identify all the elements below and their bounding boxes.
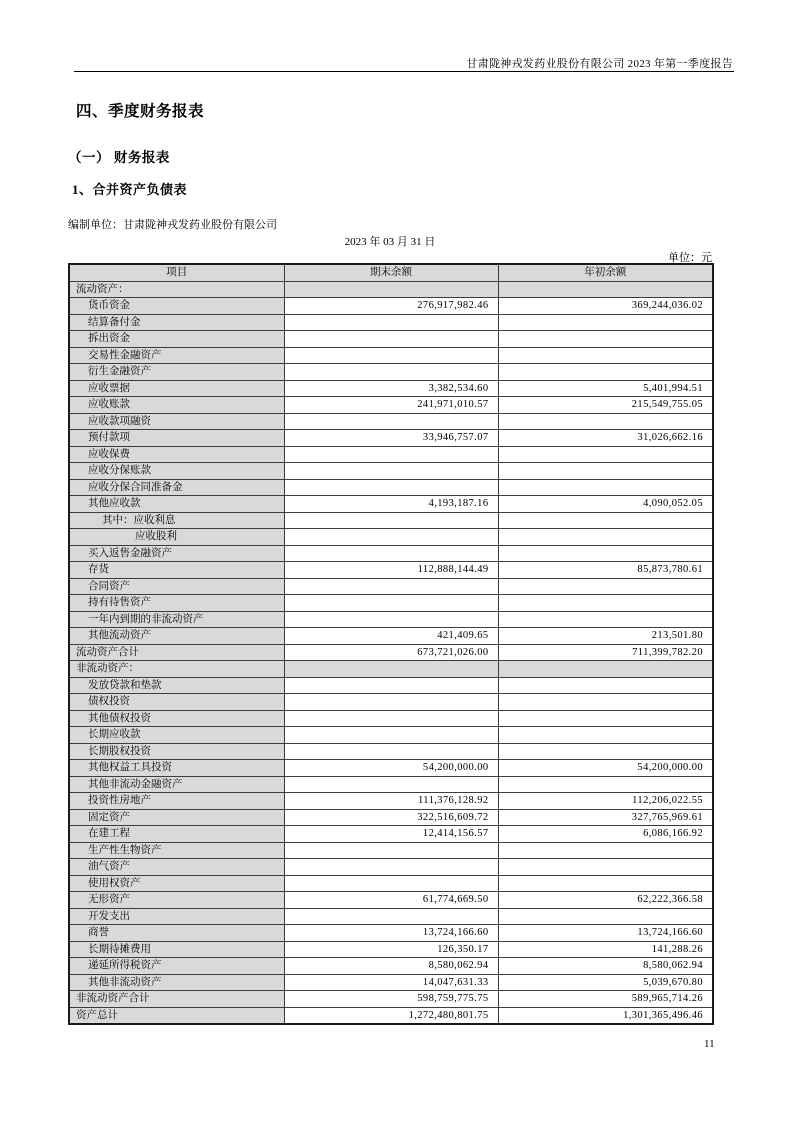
ending-balance-cell: 54,200,000.00 <box>284 760 498 777</box>
beginning-balance-cell <box>498 413 713 430</box>
ending-balance-cell: 112,888,144.49 <box>284 562 498 579</box>
ending-balance-cell <box>284 661 498 678</box>
table-row <box>69 496 713 513</box>
table-row <box>69 578 713 595</box>
row-item-label: 生产性生物资产 <box>69 842 284 859</box>
row-item-label: 使用权资产 <box>69 875 284 892</box>
row-item-label: 其他非流动资产 <box>69 974 284 991</box>
row-item-label: 其他非流动金融资产 <box>69 776 284 793</box>
table-row <box>69 364 713 381</box>
row-item-label: 其中：应收利息 <box>69 512 284 529</box>
beginning-balance-cell <box>498 661 713 678</box>
row-item-label: 递延所得税资产 <box>69 958 284 975</box>
table-row <box>69 661 713 678</box>
row-item-label: 持有待售资产 <box>69 595 284 612</box>
ending-balance-cell <box>284 331 498 348</box>
column-header-ending-balance: 期末余额 <box>284 264 498 281</box>
table-row <box>69 793 713 810</box>
beginning-balance-cell <box>498 314 713 331</box>
table-row <box>69 281 713 298</box>
ending-balance-cell: 111,376,128.92 <box>284 793 498 810</box>
ending-balance-cell <box>284 347 498 364</box>
row-item-label: 流动资产： <box>69 281 284 298</box>
table-row <box>69 397 713 414</box>
ending-balance-cell <box>284 578 498 595</box>
beginning-balance-cell: 13,724,166.60 <box>498 925 713 942</box>
table-row <box>69 892 713 909</box>
table-row <box>69 644 713 661</box>
table-row <box>69 826 713 843</box>
table-row <box>69 941 713 958</box>
table-row <box>69 545 713 562</box>
ending-balance-cell: 12,414,156.57 <box>284 826 498 843</box>
beginning-balance-cell: 54,200,000.00 <box>498 760 713 777</box>
beginning-balance-cell: 589,965,714.26 <box>498 991 713 1008</box>
table-row <box>69 958 713 975</box>
ending-balance-cell <box>284 694 498 711</box>
ending-balance-cell <box>284 446 498 463</box>
subsection-heading: （一） 财务报表 <box>68 150 170 165</box>
row-item-label: 应收票据 <box>69 380 284 397</box>
table-row <box>69 842 713 859</box>
beginning-balance-cell: 62,222,366.58 <box>498 892 713 909</box>
ending-balance-cell <box>284 677 498 694</box>
ending-balance-cell <box>284 611 498 628</box>
ending-balance-cell: 61,774,669.50 <box>284 892 498 909</box>
beginning-balance-cell <box>498 364 713 381</box>
row-item-label: 在建工程 <box>69 826 284 843</box>
row-item-label: 债权投资 <box>69 694 284 711</box>
table-row <box>69 809 713 826</box>
row-item-label: 一年内到期的非流动资产 <box>69 611 284 628</box>
row-item-label: 流动资产合计 <box>69 644 284 661</box>
row-item-label: 其他债权投资 <box>69 710 284 727</box>
ending-balance-cell: 322,516,609.72 <box>284 809 498 826</box>
section-heading: 四、季度财务报表 <box>76 103 205 120</box>
ending-balance-cell: 3,382,534.60 <box>284 380 498 397</box>
table-row <box>69 628 713 645</box>
table-row <box>69 776 713 793</box>
table-row <box>69 1007 713 1024</box>
table-row <box>69 380 713 397</box>
ending-balance-cell <box>284 859 498 876</box>
table-row <box>69 991 713 1008</box>
ending-balance-cell: 4,193,187.16 <box>284 496 498 513</box>
beginning-balance-cell: 327,765,969.61 <box>498 809 713 826</box>
row-item-label: 长期待摊费用 <box>69 941 284 958</box>
beginning-balance-cell: 5,401,994.51 <box>498 380 713 397</box>
table-row <box>69 710 713 727</box>
table-row <box>69 430 713 447</box>
row-item-label: 投资性房地产 <box>69 793 284 810</box>
table-row <box>69 611 713 628</box>
ending-balance-cell: 1,272,480,801.75 <box>284 1007 498 1024</box>
table-row <box>69 446 713 463</box>
beginning-balance-cell <box>498 512 713 529</box>
row-item-label: 长期应收款 <box>69 727 284 744</box>
row-item-label: 发放贷款和垫款 <box>69 677 284 694</box>
beginning-balance-cell <box>498 842 713 859</box>
row-item-label: 应收分保账款 <box>69 463 284 480</box>
ending-balance-cell <box>284 413 498 430</box>
beginning-balance-cell: 6,086,166.92 <box>498 826 713 843</box>
row-item-label: 存货 <box>69 562 284 579</box>
beginning-balance-cell <box>498 677 713 694</box>
ending-balance-cell <box>284 595 498 612</box>
row-item-label: 其他流动资产 <box>69 628 284 645</box>
table-row <box>69 859 713 876</box>
row-item-label: 应收款项融资 <box>69 413 284 430</box>
beginning-balance-cell <box>498 331 713 348</box>
ending-balance-cell: 14,047,631.33 <box>284 974 498 991</box>
ending-balance-cell: 598,759,775.75 <box>284 991 498 1008</box>
row-item-label: 拆出资金 <box>69 331 284 348</box>
beginning-balance-cell <box>498 578 713 595</box>
beginning-balance-cell: 1,301,365,496.46 <box>498 1007 713 1024</box>
row-item-label: 合同资产 <box>69 578 284 595</box>
table-row <box>69 743 713 760</box>
table-row <box>69 925 713 942</box>
beginning-balance-cell <box>498 463 713 480</box>
beginning-balance-cell: 85,873,780.61 <box>498 562 713 579</box>
beginning-balance-cell <box>498 611 713 628</box>
row-item-label: 买入返售金融资产 <box>69 545 284 562</box>
beginning-balance-cell: 213,501.80 <box>498 628 713 645</box>
ending-balance-cell: 421,409.65 <box>284 628 498 645</box>
ending-balance-cell <box>284 875 498 892</box>
table-row <box>69 677 713 694</box>
table-row <box>69 727 713 744</box>
beginning-balance-cell: 5,039,670.80 <box>498 974 713 991</box>
page-number: 11 <box>704 1038 715 1050</box>
table-header-row <box>69 264 713 281</box>
ending-balance-cell <box>284 463 498 480</box>
prepared-by-label: 编制单位：甘肃陇神戎发药业股份有限公司 <box>68 219 277 231</box>
unit-label: 单位：元 <box>668 252 712 264</box>
ending-balance-cell <box>284 545 498 562</box>
beginning-balance-cell <box>498 908 713 925</box>
table-row <box>69 347 713 364</box>
beginning-balance-cell <box>498 595 713 612</box>
row-item-label: 应收分保合同准备金 <box>69 479 284 496</box>
beginning-balance-cell <box>498 875 713 892</box>
beginning-balance-cell <box>498 859 713 876</box>
table-row <box>69 595 713 612</box>
beginning-balance-cell <box>498 347 713 364</box>
statement-heading: 1、合并资产负债表 <box>72 182 188 197</box>
table-row <box>69 974 713 991</box>
header-rule <box>74 71 734 72</box>
beginning-balance-cell <box>498 743 713 760</box>
table-row <box>69 875 713 892</box>
beginning-balance-cell <box>498 694 713 711</box>
balance-sheet-table <box>68 263 714 1025</box>
beginning-balance-cell: 112,206,022.55 <box>498 793 713 810</box>
row-item-label: 预付款项 <box>69 430 284 447</box>
row-item-label: 固定资产 <box>69 809 284 826</box>
beginning-balance-cell <box>498 727 713 744</box>
beginning-balance-cell <box>498 446 713 463</box>
row-item-label: 开发支出 <box>69 908 284 925</box>
table-row <box>69 314 713 331</box>
ending-balance-cell <box>284 908 498 925</box>
table-row <box>69 413 713 430</box>
row-item-label: 结算备付金 <box>69 314 284 331</box>
beginning-balance-cell: 711,399,782.20 <box>498 644 713 661</box>
beginning-balance-cell: 369,244,036.02 <box>498 298 713 315</box>
table-row <box>69 512 713 529</box>
ending-balance-cell <box>284 314 498 331</box>
table-row <box>69 760 713 777</box>
ending-balance-cell <box>284 727 498 744</box>
table-row <box>69 479 713 496</box>
beginning-balance-cell: 215,549,755.05 <box>498 397 713 414</box>
table-row <box>69 463 713 480</box>
table-row <box>69 298 713 315</box>
beginning-balance-cell <box>498 529 713 546</box>
ending-balance-cell <box>284 512 498 529</box>
ending-balance-cell <box>284 281 498 298</box>
ending-balance-cell <box>284 710 498 727</box>
table-row <box>69 331 713 348</box>
ending-balance-cell <box>284 479 498 496</box>
row-item-label: 交易性金融资产 <box>69 347 284 364</box>
row-item-label: 应收账款 <box>69 397 284 414</box>
ending-balance-cell <box>284 776 498 793</box>
beginning-balance-cell: 8,580,062.94 <box>498 958 713 975</box>
row-item-label: 无形资产 <box>69 892 284 909</box>
column-header-item: 项目 <box>69 264 284 281</box>
row-item-label: 油气资产 <box>69 859 284 876</box>
row-item-label: 其他应收款 <box>69 496 284 513</box>
running-header-title: 甘肃陇神戎发药业股份有限公司 2023 年第一季度报告 <box>466 58 733 70</box>
row-item-label: 其他权益工具投资 <box>69 760 284 777</box>
ending-balance-cell <box>284 364 498 381</box>
row-item-label: 商誉 <box>69 925 284 942</box>
row-item-label: 资产总计 <box>69 1007 284 1024</box>
row-item-label: 非流动资产合计 <box>69 991 284 1008</box>
ending-balance-cell: 673,721,026.00 <box>284 644 498 661</box>
ending-balance-cell: 126,350.17 <box>284 941 498 958</box>
row-item-label: 衍生金融资产 <box>69 364 284 381</box>
beginning-balance-cell <box>498 479 713 496</box>
row-item-label: 长期股权投资 <box>69 743 284 760</box>
ending-balance-cell: 276,917,982.46 <box>284 298 498 315</box>
ending-balance-cell <box>284 743 498 760</box>
ending-balance-cell: 8,580,062.94 <box>284 958 498 975</box>
beginning-balance-cell <box>498 545 713 562</box>
statement-date: 2023 年 03 月 31 日 <box>344 236 436 248</box>
ending-balance-cell: 33,946,757.07 <box>284 430 498 447</box>
table-row <box>69 694 713 711</box>
beginning-balance-cell: 4,090,052.05 <box>498 496 713 513</box>
row-item-label: 非流动资产： <box>69 661 284 678</box>
table-row <box>69 562 713 579</box>
beginning-balance-cell: 141,288.26 <box>498 941 713 958</box>
ending-balance-cell <box>284 842 498 859</box>
beginning-balance-cell <box>498 710 713 727</box>
row-item-label: 应收股利 <box>69 529 284 546</box>
ending-balance-cell: 241,971,010.57 <box>284 397 498 414</box>
ending-balance-cell <box>284 529 498 546</box>
ending-balance-cell: 13,724,166.60 <box>284 925 498 942</box>
beginning-balance-cell <box>498 281 713 298</box>
table-row <box>69 529 713 546</box>
column-header-beginning-balance: 年初余额 <box>498 264 713 281</box>
row-item-label: 货币资金 <box>69 298 284 315</box>
beginning-balance-cell: 31,026,662.16 <box>498 430 713 447</box>
row-item-label: 应收保费 <box>69 446 284 463</box>
beginning-balance-cell <box>498 776 713 793</box>
table-row <box>69 908 713 925</box>
